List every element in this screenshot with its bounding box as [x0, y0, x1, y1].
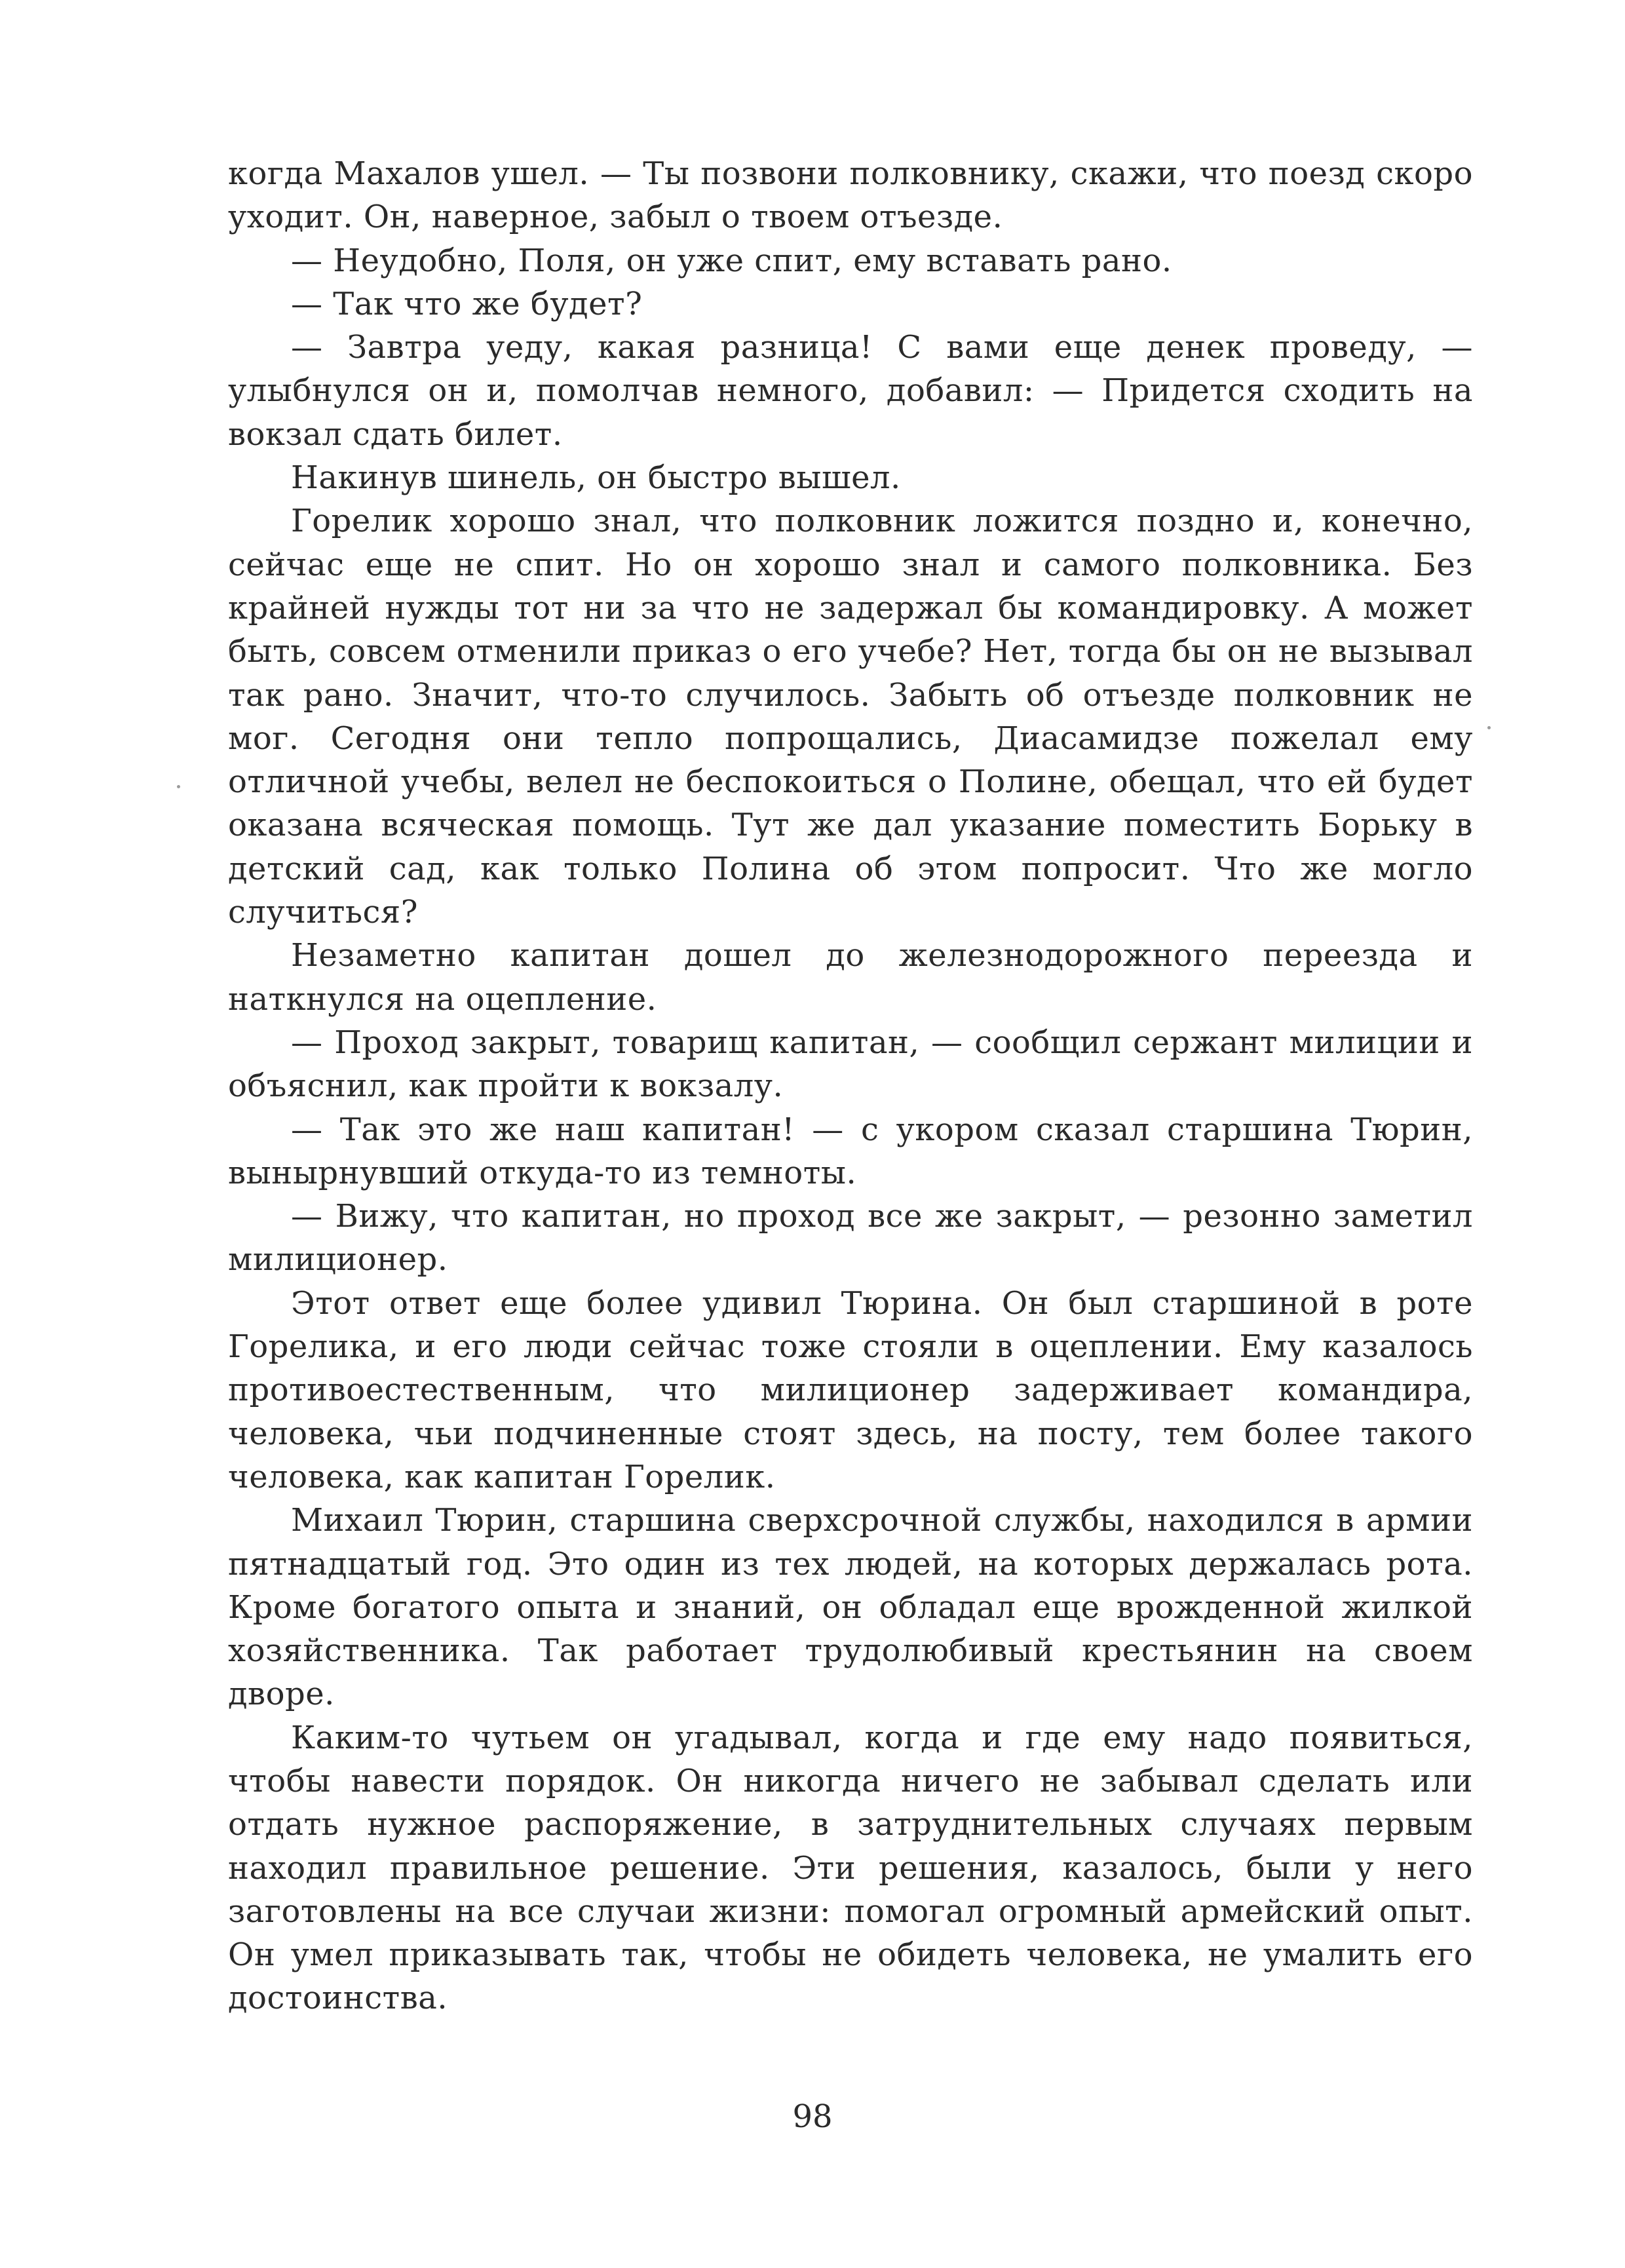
paragraph: — Неудобно, Поля, он уже спит, ему вставать рано.	[291, 242, 1172, 279]
page-number: 98	[792, 2098, 833, 2135]
paragraph: — Вижу, что капитан, но проход все же закрыт, — резонно заметил милиционер.	[228, 1198, 1473, 1278]
paragraph: Незаметно капитан дошел до железнодорожного переезда и наткнулся на оцепление.	[228, 937, 1473, 1018]
scan-speck	[1487, 726, 1491, 729]
paragraph: Горелик хорошо знал, что полковник ложится поздно и, конечно, сейчас еще не спит. Но он хорошо знал и самого полковника. Без крайней нужды тот ни за что не задержал бы командировку. А может быть, совсем отменили приказ о его учебе? Нет, тогда бы он не вызывал так рано. Значит, что-то случилось. Забыть об отъезде полковник не мог. Сегодня они тепло попрощались, Диасамидзе пожелал ему отличной учебы, велел не беспокоиться о Полине, обещал, что ей будет оказана всяческая помощь. Тут же дал указание поместить Борьку в детский сад, как только Полина об этом попросит. Что же могло случиться?	[228, 503, 1473, 931]
paragraph: Михаил Тюрин, старшина сверхсрочной службы, находился в армии пятнадцатый год. Это один из тех людей, на которых держалась рота. Кроме богатого опыта и знаний, он обладал еще врожденной жилкой хозяйственника. Так работает трудолюбивый крестьянин на своем дворе.	[228, 1502, 1473, 1713]
paragraph: — Так что же будет?	[291, 285, 643, 322]
paragraph: Каким-то чутьем он угадывал, когда и где ему надо появиться, чтобы навести порядок. Он никогда ничего не забывал сделать или отдать нужное распоряжение, в затруднительных случаях первым находил правильное решение. Эти решения, казалось, были у него заготовлены на все случаи жизни: помогал огромный армейский опыт. Он умел приказывать так, чтобы не обидеть человека, не умалить его достоинства.	[228, 1719, 1473, 2017]
paragraph: — Завтра уеду, какая разница! С вами еще денек проведу, — улыбнулся он и, помолчав немного, добавил: — Придется сходить на вокзал сдать билет.	[228, 329, 1473, 453]
paragraph: — Проход закрыт, товарищ капитан, — сообщил сержант милиции и объяснил, как пройти к вокзалу.	[228, 1024, 1473, 1105]
paragraph: Накинув шинель, он быстро вышел.	[291, 459, 901, 497]
scan-speck	[177, 785, 180, 788]
paragraph: Этот ответ еще более удивил Тюрина. Он был старшиной в роте Горелика, и его люди сейчас тоже стояли в оцеплении. Ему казалось противоестественным, что милиционер задерживает командира, человека, чьи подчиненные стоят здесь, на посту, тем более такого человека, как капитан Горелик.	[228, 1284, 1473, 1495]
body-text	[228, 152, 1473, 2020]
paragraph: — Так это же наш капитан! — с укором сказал старшина Тюрин, вынырнувший откуда-то из темноты.	[228, 1111, 1473, 1191]
paragraph: когда Махалов ушел. — Ты позвони полковнику, скажи, что поезд скоро уходит. Он, наверное, забыл о твоем отъезде.	[228, 155, 1473, 236]
